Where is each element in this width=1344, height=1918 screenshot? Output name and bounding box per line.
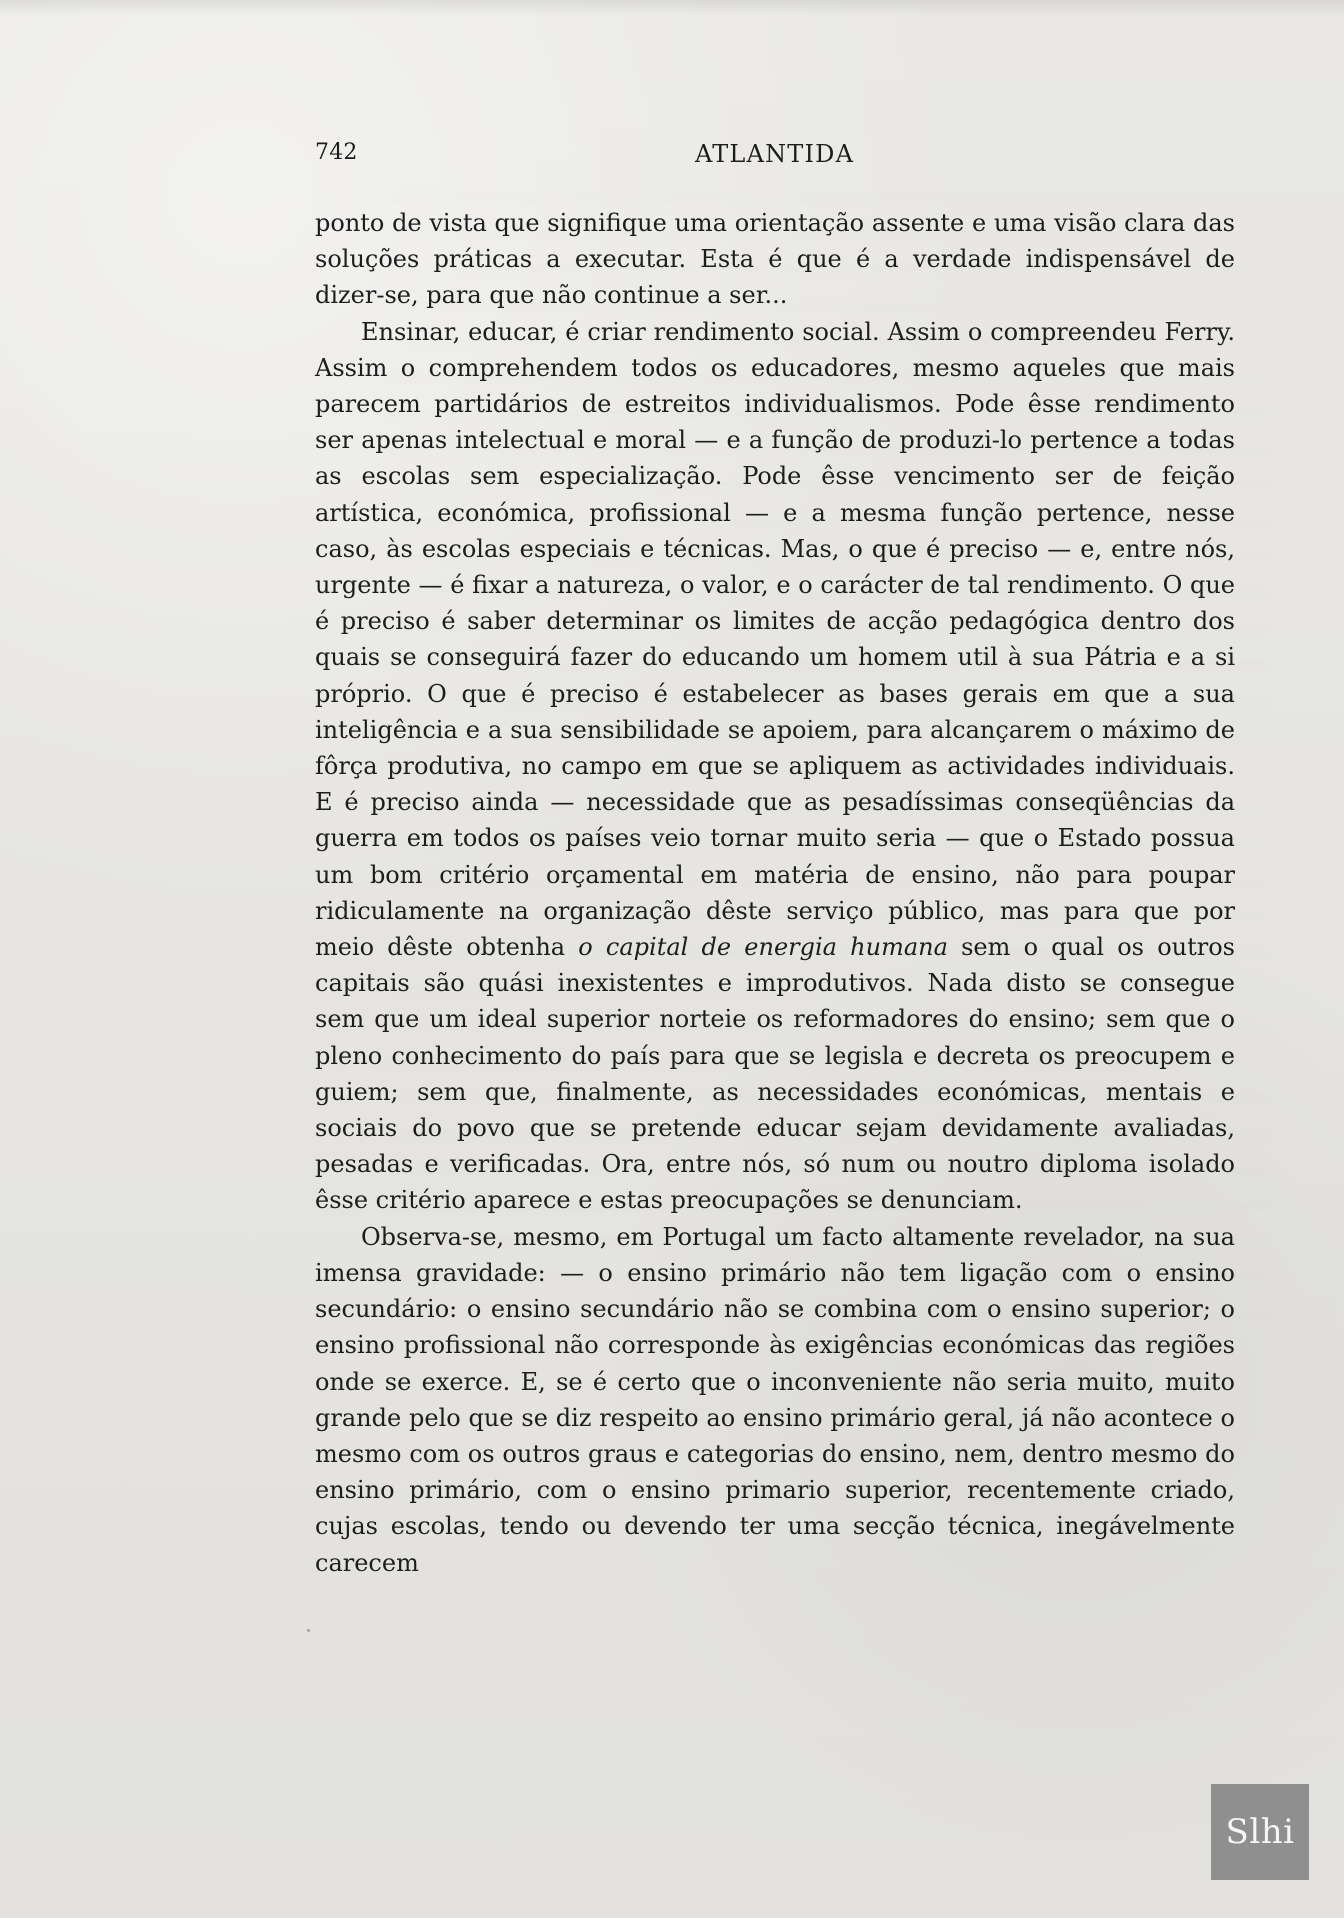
- paragraph-1-text: ponto de vista que signifique uma orientação assente e uma visão clara das soluções práticas a executar. Esta é que é a verdade indispensável de dizer-se, para que não continue a ser...: [315, 209, 1235, 310]
- paragraph-2-text-start: Ensinar, educar, é criar rendimento social. Assim o compreendeu Ferry. Assim o comprehendem todos os educadores, mesmo aqueles que mais parecem partidários de estreitos individualismos. Pode êsse rendimento ser apenas intelectual e moral — e a função de produzi-lo pertence a todas as escolas sem especialização. Pode êsse vencimento ser de feição artística, económica, profissional — e a mesma função pertence, nesse caso, às escolas especiais e técnicas. Mas, o que é preciso — e, entre nós, urgente — é fixar a natureza, o valor, e o carácter de tal rendimento. O que é preciso é saber determinar os limites de acção pedagógica dentro dos quais se conseguirá fazer do educando um homem util à sua Pátria e a si próprio. O que é preciso é estabelecer as bases gerais em que a sua inteligência e a sua sensibilidade se apoiem, para alcançarem o máximo de fôrça produtiva, no campo em que se apliquem as actividades individuais. E é preciso ainda — necessidade que as pesadíssimas conseqüências da guerra em todos os países veio tornar muito seria — que o Estado possua um bom critério orçamental em matéria de ensino, não para poupar ridiculamente na organização dêste serviço público, mas para que por meio dêste obtenha: [315, 317, 1235, 962]
- page-header: [315, 140, 1235, 172]
- running-title: ATLANTIDA: [695, 140, 855, 168]
- paragraph-2-italic-phrase: o capital de energia humana: [578, 933, 948, 962]
- page-edge-shadow: [0, 0, 1344, 16]
- paragraph-2-text-end: sem o qual os outros capitais são quási inexistentes e improdutivos. Nada disto se consegue sem que um ideal superior norteie os reformadores do ensino; sem que o pleno conhecimento do país para que se legisla e decreta os preocupem e guiem; sem que, finalmente, as necessidades económicas, mentais e sociais do povo que se pretende educar sejam devidamente avaliadas, pesadas e verificadas. Ora, entre nós, só num ou noutro diploma isolado êsse critério aparece e estas preocupações se denunciam.: [315, 933, 1235, 1215]
- paragraph-3: [315, 1219, 1235, 1581]
- paragraph-3-text: Observa-se, mesmo, em Portugal um facto altamente revelador, na sua imensa gravidade: — o ensino primário não tem ligação com o ensino secundário: o ensino secundário não se combina com o ensino superior; o ensino profissional não corresponde às exigências económicas das regiões onde se exerce. E, se é certo que o inconveniente não seria muito, muito grande pelo que se diz respeito ao ensino primário geral, já não acontece o mesmo com os outros graus e categorias do ensino, nem, dentro mesmo do ensino primário, com o ensino primario superior, recentemente criado, cujas escolas, tendo ou devendo ter uma secção técnica, inegávelmente carecem: [315, 1222, 1235, 1577]
- paragraph-1: [315, 205, 1235, 314]
- main-text: [315, 205, 1235, 1581]
- page-number: 742: [315, 140, 358, 165]
- watermark-logo: [1211, 1784, 1309, 1880]
- watermark-text: Slhi: [1225, 1812, 1295, 1852]
- paragraph-2: [315, 314, 1235, 1219]
- paper-speck: [307, 1629, 310, 1632]
